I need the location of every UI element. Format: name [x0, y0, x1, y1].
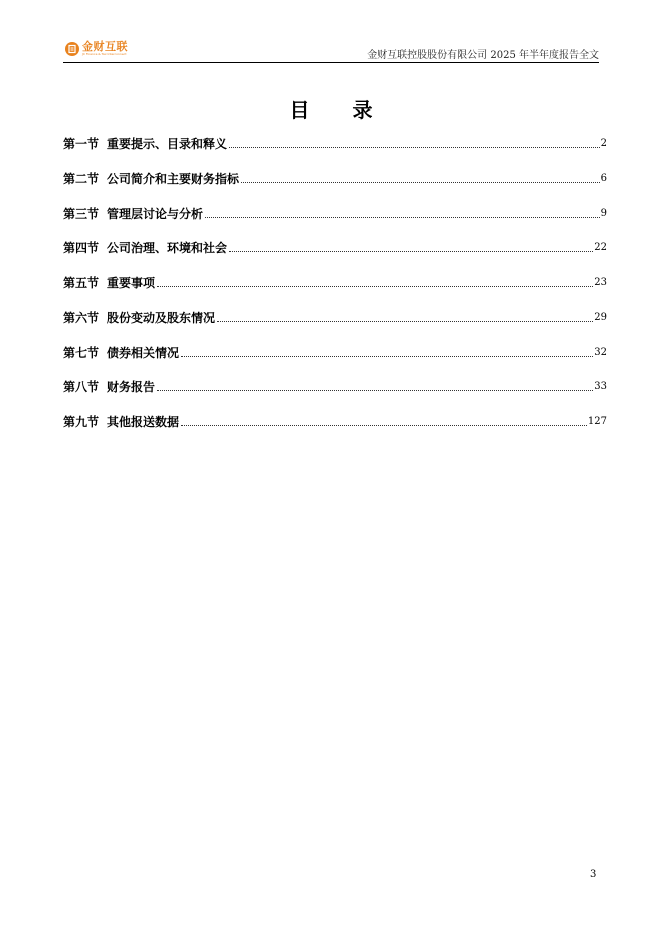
- toc-leader-dots: [217, 321, 593, 322]
- page-number: 3: [590, 869, 597, 880]
- toc-section-title: 公司简介和主要财务指标: [107, 172, 240, 186]
- toc-leader-dots: [157, 390, 593, 391]
- toc-entry-label: [63, 345, 179, 361]
- toc-section-title: 公司治理、环境和社会: [107, 241, 228, 255]
- toc-section-number: 第七节: [63, 346, 100, 360]
- toc-section-title: 股份变动及股东情况: [107, 311, 216, 325]
- toc-page-number: 32: [594, 347, 607, 358]
- toc-entry[interactable]: [63, 343, 607, 361]
- toc-entry-label: [63, 136, 227, 152]
- toc-title: 目 录: [289, 98, 391, 122]
- toc-entry[interactable]: [63, 238, 607, 256]
- toc-leader-dots: [229, 251, 593, 252]
- toc-entry[interactable]: [63, 377, 607, 395]
- toc-leader-dots: [181, 356, 593, 357]
- toc-page-number: 127: [587, 416, 607, 427]
- toc-section-title: 重要事项: [107, 276, 156, 290]
- toc-entry[interactable]: [63, 204, 607, 222]
- toc-section-number: 第三节: [63, 207, 100, 221]
- company-logo: [65, 41, 128, 56]
- toc-leader-dots: [205, 217, 600, 218]
- toc-page-number: 22: [594, 242, 607, 253]
- toc-section-number: 第四节: [63, 241, 100, 255]
- toc-section-title: 债券相关情况: [107, 346, 180, 360]
- toc-entry-label: [63, 171, 239, 187]
- toc-entry[interactable]: [63, 273, 607, 291]
- toc-leader-dots: [241, 182, 600, 183]
- toc-section-number: 第五节: [63, 276, 100, 290]
- toc-leader-dots: [229, 147, 600, 148]
- toc-section-number: 第一节: [63, 137, 100, 151]
- toc-page-number: 2: [600, 138, 607, 149]
- toc-entry-label: [63, 414, 179, 430]
- toc-section-title: 管理层讨论与分析: [107, 207, 204, 221]
- logo-subtext: JC Finance & Tax Interconnect: [82, 52, 127, 56]
- toc-leader-dots: [157, 286, 593, 287]
- page-header: [63, 38, 599, 63]
- toc-entry-label: [63, 310, 215, 326]
- toc-section-title: 财务报告: [107, 380, 156, 394]
- toc-leader-dots: [181, 425, 587, 426]
- toc-entry-label: [63, 206, 203, 222]
- toc-entry-label: [63, 275, 155, 291]
- toc-section-number: 第二节: [63, 172, 100, 186]
- toc-entry-label: [63, 240, 227, 256]
- toc-section-number: 第六节: [63, 311, 100, 325]
- toc-section-number: 第九节: [63, 415, 100, 429]
- report-title: 金财互联控股股份有限公司 2025 年半年度报告全文: [367, 50, 599, 61]
- toc-entry[interactable]: [63, 308, 607, 326]
- toc-entry[interactable]: [63, 412, 607, 430]
- toc-section-title: 重要提示、目录和释义: [107, 137, 228, 151]
- toc-section-number: 第八节: [63, 380, 100, 394]
- toc-entry[interactable]: [63, 169, 607, 187]
- toc-page-number: 6: [600, 173, 607, 184]
- company-logo-icon: [65, 42, 79, 56]
- toc-section-title: 其他报送数据: [107, 415, 180, 429]
- toc-page-number: 23: [594, 277, 607, 288]
- toc-page-number: 33: [594, 381, 607, 392]
- toc-page-number: 9: [600, 208, 607, 219]
- toc-page-number: 29: [594, 312, 607, 323]
- toc-entry[interactable]: [63, 134, 607, 152]
- logo-text: 金财互联: [82, 40, 128, 53]
- toc-entry-label: [63, 379, 155, 395]
